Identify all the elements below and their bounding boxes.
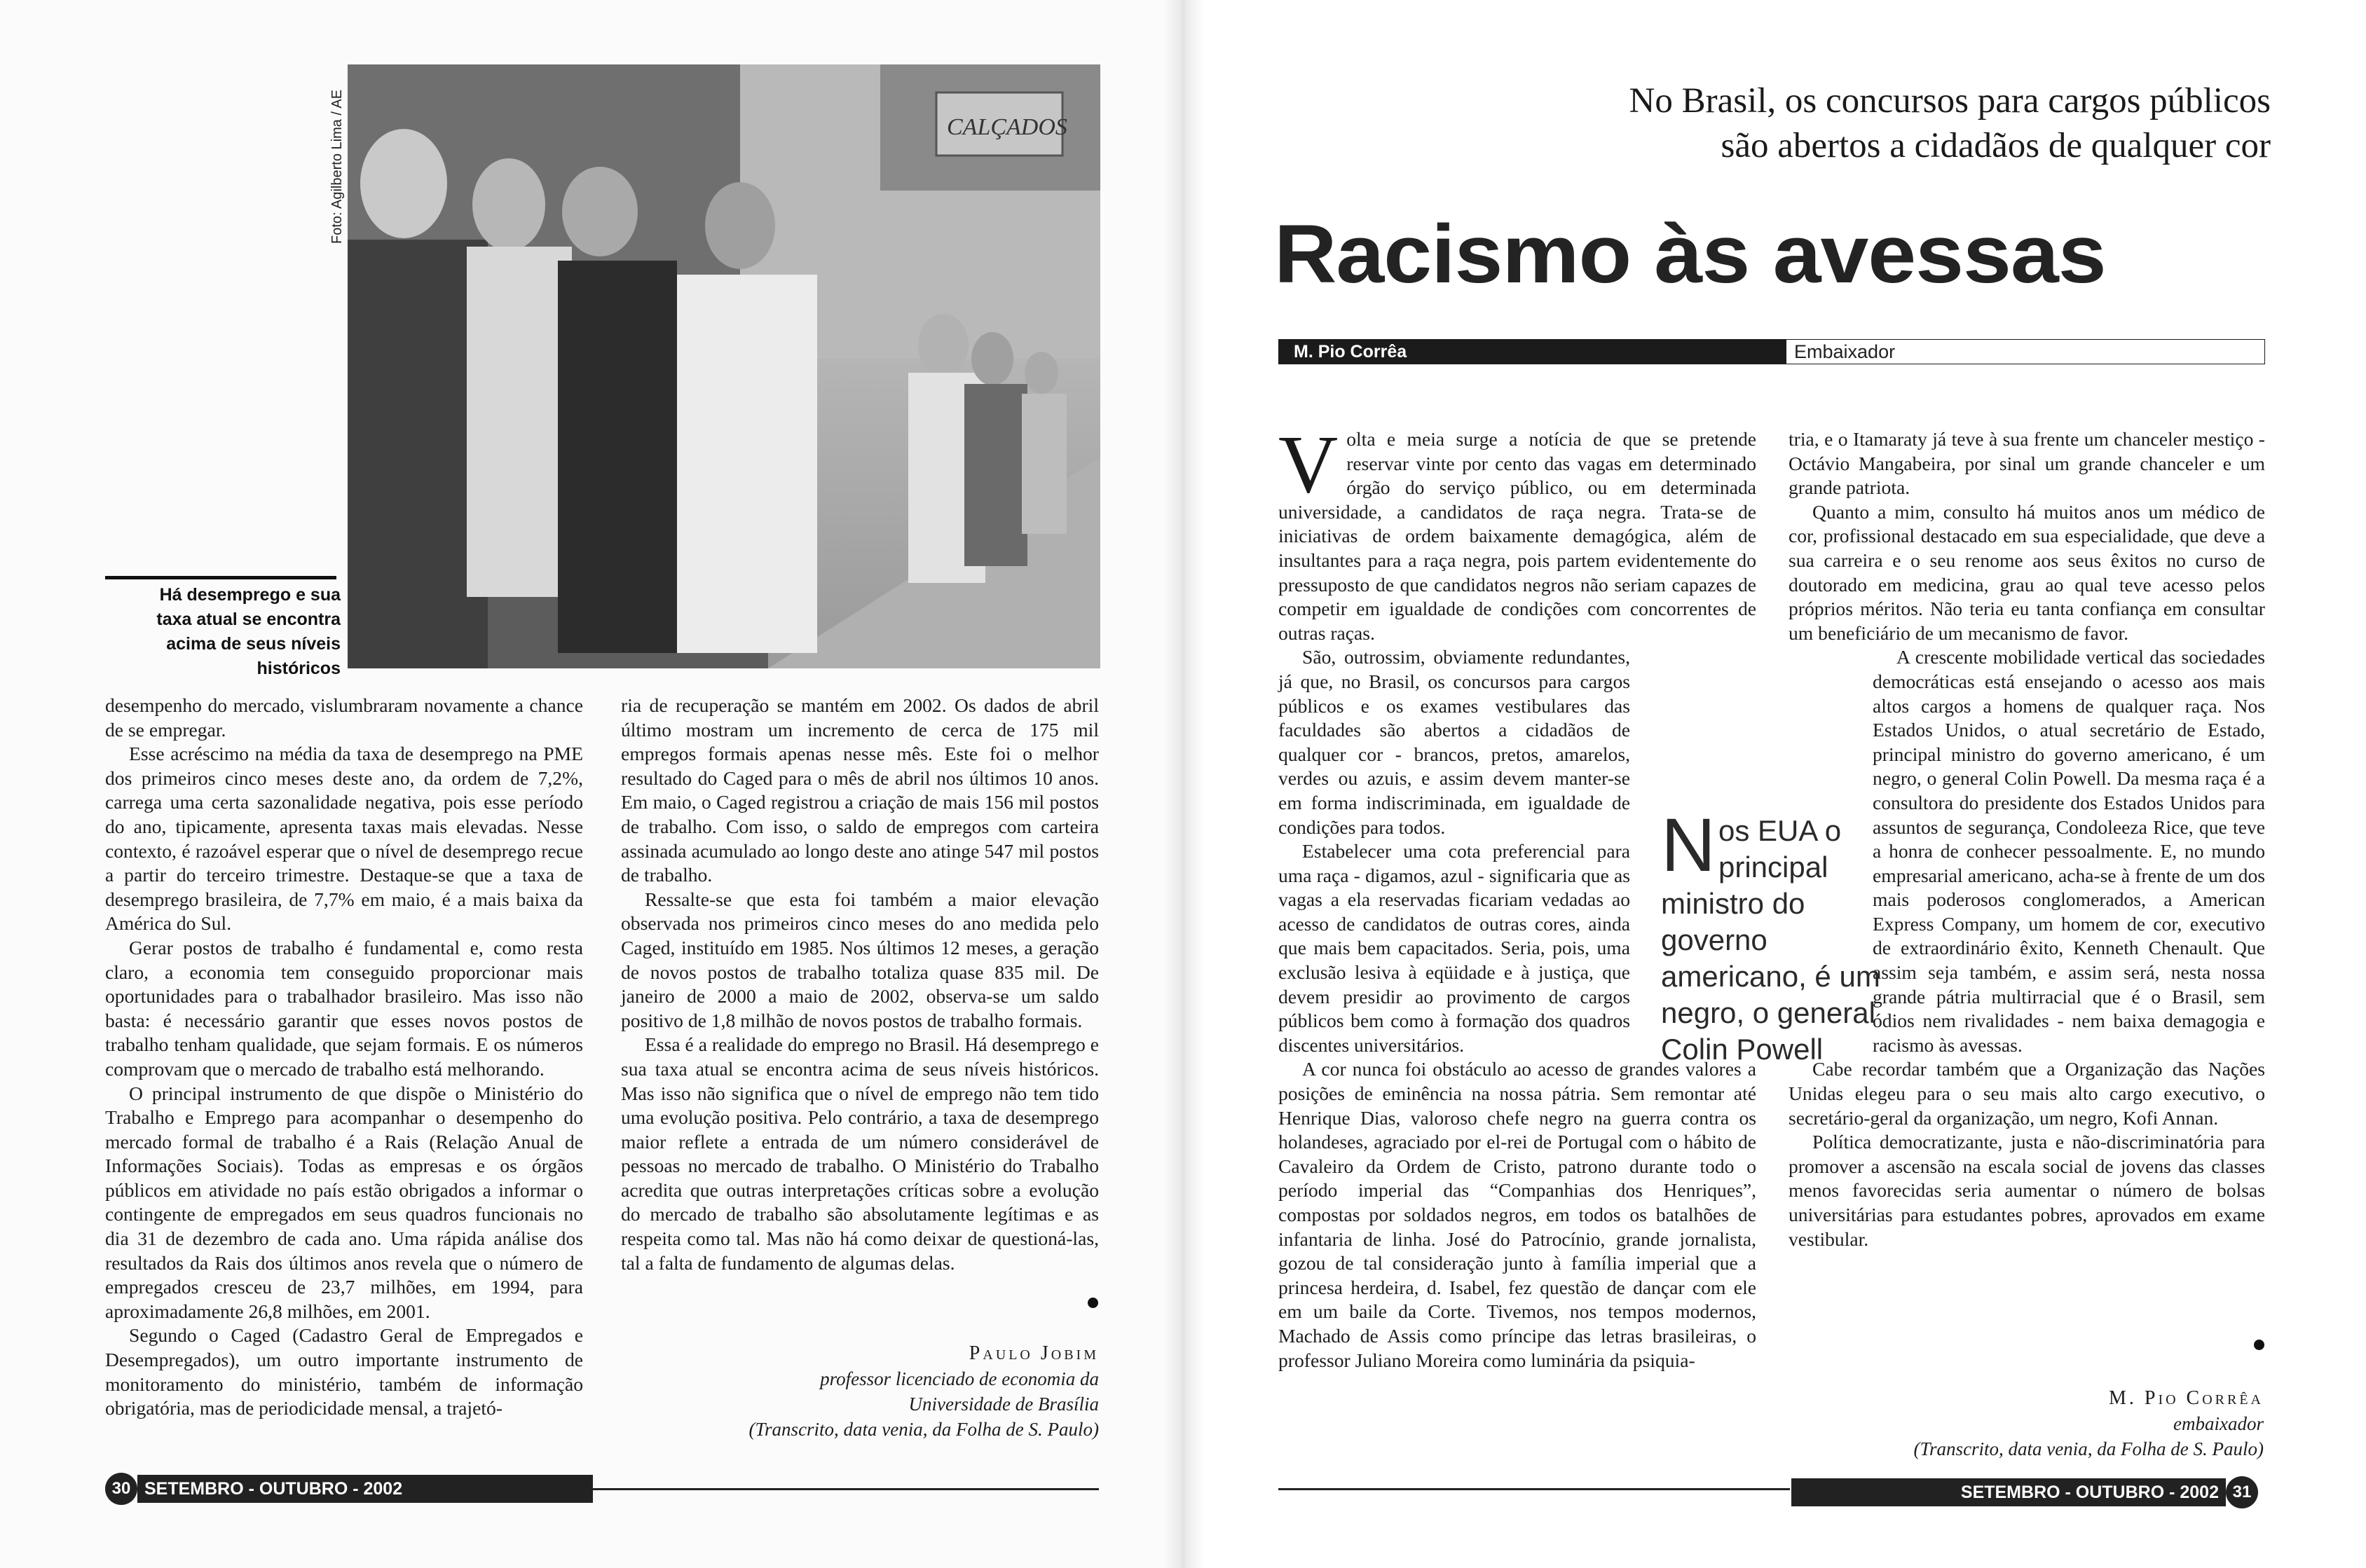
photo-illustration <box>348 64 1100 668</box>
photo-caption <box>105 583 341 681</box>
left-signature <box>736 1341 1099 1442</box>
subtitle <box>1542 78 2271 168</box>
caption-rule <box>105 576 336 579</box>
caption-line: históricos <box>257 659 341 678</box>
page-number-badge: 30 <box>105 1473 137 1505</box>
paragraph: Esse acréscimo na média da taxa de desemprego na PME dos primeiros cinco meses deste ano, da ordem de 7,2%, carrega uma certa sazonalidade negativa, pois esse período do ano, tipicamente, apresenta taxas mais elevadas. Nesse contexto, é razoável esperar que o nível de desemprego recue a partir do terceiro trimestre. Destaque-se que a taxa de desemprego brasileira, de 7,7% em maio, é a mais baixa da América do Sul. <box>105 743 583 935</box>
paragraph: desempenho do mercado, vislumbraram novamente a chance de se empregar. <box>105 694 583 741</box>
page-number-badge: 31 <box>2226 1476 2258 1508</box>
paragraph: olta e meia surge a notícia de que se pretende reservar vinte por cento das vagas em determinado órgão do serviço público, ou em determinada universidade, a candidatos de raça negra. Trata-se de iniciativas de ordem baixamente demagógica, além de insultantes para a raça negra, pois partem evidentemente do pressuposto de que candidatos negros não seriam capazes de competir em igualdade de condições com concorrentes de outras raças. <box>1278 428 1756 644</box>
paragraph: São, outrossim, obviamente redundantes, já que, no Brasil, os concursos para cargos públicos e os exames vestibulares das faculdades são abertos a cidadãos de qualquer cor - brancos, pretos, amarelos, verdes ou azuis, e assim devem manter-se em forma indiscriminada, em igualdade de condições para todos. <box>1278 646 1630 838</box>
right-column-2 <box>1789 427 2265 1251</box>
author-role: Embaixador <box>1794 341 1896 362</box>
paragraph: Essa é a realidade do emprego no Brasil. Há desemprego e sua taxa atual se encontra acima de seus níveis históricos. Mas isso não significa que o nível de emprego não tem tido uma evolução positiva. Pelo contrário, a taxa de desemprego maior reflete a entrada de um número considerável de pessoas no mercado de trabalho. O Ministério do Trabalho acredita que outras interpretações críticas sobre a evolução do mercado de trabalho são absolutamente legítimas e as respeita como tal. Mas não há como deixar de questioná-las, tal a falta de fundamento de algumas delas. <box>621 1033 1099 1274</box>
source-note: (Transcrito, data venia, da Folha de S. Paulo) <box>748 1419 1099 1440</box>
right-signature <box>1892 1386 2264 1462</box>
left-column-2 <box>621 694 1099 1275</box>
paragraph: Cabe recordar também que a Organização das Nações Unidas elegeu para o seu mais alto cargo executivo, o secretário-geral da organização, um negro, Kofi Annan. <box>1789 1058 2265 1129</box>
photo-credit: Foto: Agilberto Lima / AE <box>329 89 345 244</box>
drop-cap: V <box>1278 418 1339 510</box>
paragraph: Gerar postos de trabalho é fundamental e, como resta claro, a economia tem conseguido proporcionar mais oportunidades para o trabalhador brasileiro. Mas isso não basta: é necessário garantir que esses novos postos de trabalho tenham qualidade, que sejam formais. E os números comprovam que o mercado de trabalho está melhorando. <box>105 936 583 1080</box>
paragraph: A cor nunca foi obstáculo ao acesso de grandes valores a posições de eminência na nossa pátria. Sem remontar até Henrique Dias, valoroso chefe negro na guerra contra os holandeses, agraciado por el-rei de Portugal com o hábito de Cavaleiro da Ordem de Cristo, patrono durante todo o período imperial das “Companhias dos Henriques”, compostas por soldados negros, em todos os batalhões de infantaria de linha. José do Patrocínio, grande jornalista, gozou de tal consideração junto à família imperial que a princesa herdeira, d. Isabel, fez questão de dançar com ele em um baile da Corte. Tivemos, nos tempos modernos, Machado de Assis como príncipe das letras brasileiras, o professor Juliano Moreira como luminária da psiquia- <box>1278 1058 1756 1371</box>
author-byline: M. Pio Corrêa <box>1294 342 1407 362</box>
paragraph: Política democratizante, justa e não-discriminatória para promover a ascensão na escala social de jovens das classes menos favorecidas seria aumentar o número de bolsas universitárias para estudantes pobres, aprovados em exame vestibular. <box>1789 1131 2265 1250</box>
left-column-1 <box>105 694 583 1421</box>
paragraph: Quanto a mim, consulto há muitos anos um médico de cor, profissional destacado em sua especialidade, que deve a sua carreira e o seu renome aos seus êxitos no curso de doutorado em medicina, grau ao qual teve acesso pelos próprios méritos. Não teria eu tanta confiança em consultar um beneficiário de um mecanismo de favor. <box>1789 500 2265 644</box>
shop-sign-text: CALÇADOS <box>947 114 1067 140</box>
pull-quote-cap: N <box>1661 802 1716 887</box>
headline: Racismo às avessas <box>1274 208 2106 301</box>
caption-line: acima de seus níveis <box>166 634 341 654</box>
pull-quote-text: os EUA o principal ministro do governo americano, é um negro, o general Colin Powell <box>1661 814 1880 1066</box>
footer-issue: SETEMBRO - OUTUBRO - 2002 <box>1791 1478 2226 1506</box>
footer-rule <box>593 1488 1099 1490</box>
subtitle-line: No Brasil, os concursos para cargos públicos <box>1629 81 2271 121</box>
book-gutter <box>1163 0 1203 1568</box>
paragraph: tria, e o Itamaraty já teve à sua frente um chanceler mestiço - Octávio Mangabeira, por sinal um grande chanceler e um grande patriota. <box>1789 428 2265 499</box>
footer-rule <box>1278 1488 1790 1490</box>
end-mark-icon <box>2254 1340 2264 1350</box>
author-title: embaixador <box>2173 1413 2264 1434</box>
paragraph: ria de recuperação se mantém em 2002. Os dados de abril último mostram um incremento de cerca de 175 mil empregos formais apenas nesse mês. Este foi o melhor resultado do Caged para o mês de abril nos últimos 10 anos. Em maio, o Caged registrou a criação de mais 156 mil postos de trabalho. Com isso, o saldo de empregos com carteira assinada acumulado ao longo deste ano atinge 547 mil postos de trabalho. <box>621 694 1099 886</box>
footer-issue: SETEMBRO - OUTUBRO - 2002 <box>137 1475 593 1503</box>
author-title: Universidade de Brasília <box>908 1394 1099 1415</box>
subtitle-line: são abertos a cidadãos de qualquer cor <box>1721 126 2271 165</box>
news-photo <box>348 64 1100 668</box>
author-name: M. Pio Corrêa <box>2108 1387 2264 1409</box>
paragraph: Estabelecer uma cota preferencial para uma raça - digamos, azul - significaria que as vagas a ela reservadas ficariam vedadas ao acesso de candidatos de outras cores, ainda que mais bem capacitados. Seria, pois, uma exclusão lesiva à eqüidade e à justiça, que devem presidir ao provimento de cargos públicos bem como à formação dos quadros discentes universitários. <box>1278 840 1630 1056</box>
paragraph: A crescente mobilidade vertical das sociedades democráticas está ensejando o acesso aos mais altos cargos a homens de qualquer raça. Nos Estados Unidos, o atual secretário de Estado, principal ministro do governo americano, é um negro, o general Colin Powell. Da mesma raça é a consultora do presidente dos Estados Unidos para assuntos de segurança, Condoleeza Rice, que teve a honra de conhecer pessoalmente. E, no mundo empresarial americano, acha-se à frente de um dos mais poderosos conglomerados, a American Express Company, um homem de cor, executivo de extraordinário êxito, Kenneth Chenault. Que assim seja também, e assim será, nesta nossa grande pátria multirracial que é o Brasil, sem ódios nem rivalidades - nem baixa demagogia e racismo às avessas. <box>1873 646 2265 1056</box>
author-title: professor licenciado de economia da <box>820 1368 1099 1389</box>
source-note: (Transcrito, data venia, da Folha de S. Paulo) <box>1913 1438 2264 1459</box>
paragraph: Ressalte-se que esta foi também a maior elevação observada nos primeiros cinco meses do ano medida pelo Caged, instituído em 1985. Nos últimos 12 meses, a geração de novos postos de trabalho totaliza quase 835 mil. De janeiro de 2000 a maio de 2002, observa-se um saldo positivo de 1,8 milhão de novos postos de trabalho formais. <box>621 888 1099 1031</box>
paragraph: O principal instrumento de que dispõe o Ministério do Trabalho e Emprego para acompanhar o desempenho do mercado formal de trabalho é a Rais (Relação Anual de Informações Sociais). Todas as empresas e os órgãos públicos em atividade no país estão obrigados a informar o contingente de empregados em seus quadros funcionais no dia 31 de dezembro de cada ano. Uma rápida análise dos resultados da Rais dos últimos anos revela que o número de empregados cresceu de 23,7 milhões, em 1994, para aproximadamente 26,8 milhões, em 2001. <box>105 1082 583 1322</box>
author-name: Paulo Jobim <box>969 1342 1099 1364</box>
end-mark-icon <box>1088 1298 1098 1308</box>
caption-line: taxa atual se encontra <box>156 610 341 629</box>
paragraph: Segundo o Caged (Cadastro Geral de Empregados e Desempregados), um outro importante instrumento de monitoramento do ministério, também de informação obrigatória, mas de periodicidade mensal, a trajetó- <box>105 1324 583 1419</box>
caption-line: Há desemprego e sua <box>159 585 341 605</box>
